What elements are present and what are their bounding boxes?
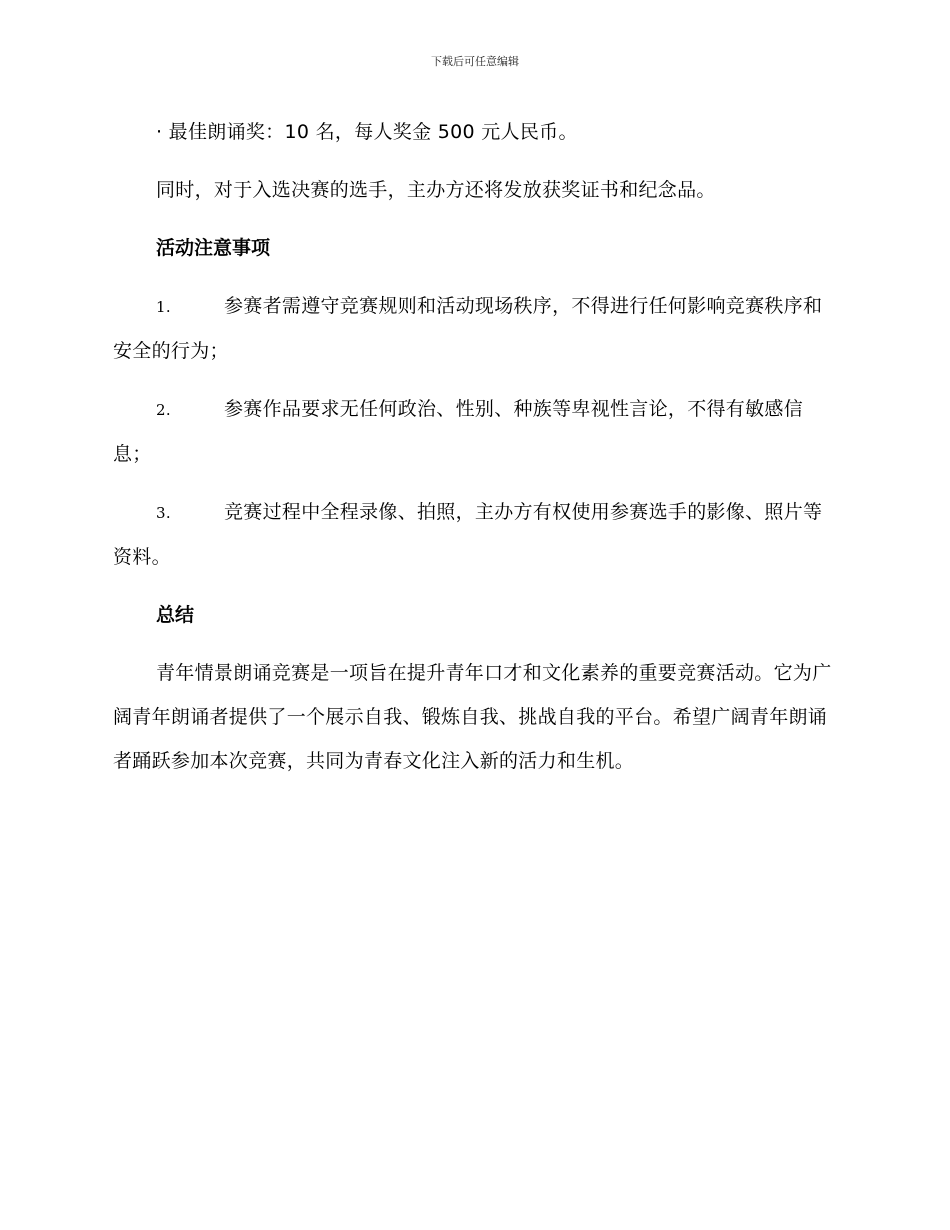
summary-paragraph: 青年情景朗诵竞赛是一项旨在提升青年口才和文化素养的重要竞赛活动。它为广阔青年朗诵者提供了一个展示自我、锻炼自我、挑战自我的平台。希望广阔青年朗诵者踊跃参加本次竞赛，共同为青春文化注入新的活力和生机。 (113, 662, 832, 772)
list-item (113, 284, 837, 373)
document-body (113, 110, 837, 797)
list-number: 2. (156, 401, 171, 419)
list-text: 参赛作品要求无任何政治、性别、种族等卑视性言论，不得有敏感信息； (113, 398, 804, 465)
list-number: 3. (156, 504, 171, 522)
list-item (113, 387, 837, 476)
list-number: 1. (156, 298, 171, 316)
summary-heading: 总结 (156, 604, 195, 626)
notes-heading: 活动注意事项 (156, 237, 271, 259)
list-text: 竞赛过程中全程录像、拍照，主办方有权使用参赛选手的影像、照片等资料。 (113, 501, 823, 568)
award-extra-paragraph: 同时，对于入选决赛的选手，主办方还将发放获奖证书和纪念品。 (156, 179, 716, 201)
list-text: 参赛者需遵守竞赛规则和活动现场秩序，不得进行任何影响竞赛秩序和安全的行为； (113, 295, 823, 362)
page-header: 下载后可任意编辑 (431, 55, 519, 68)
list-item (113, 490, 837, 579)
award-line: · 最佳朗诵奖：10 名，每人奖金 500 元人民币。 (156, 121, 578, 143)
